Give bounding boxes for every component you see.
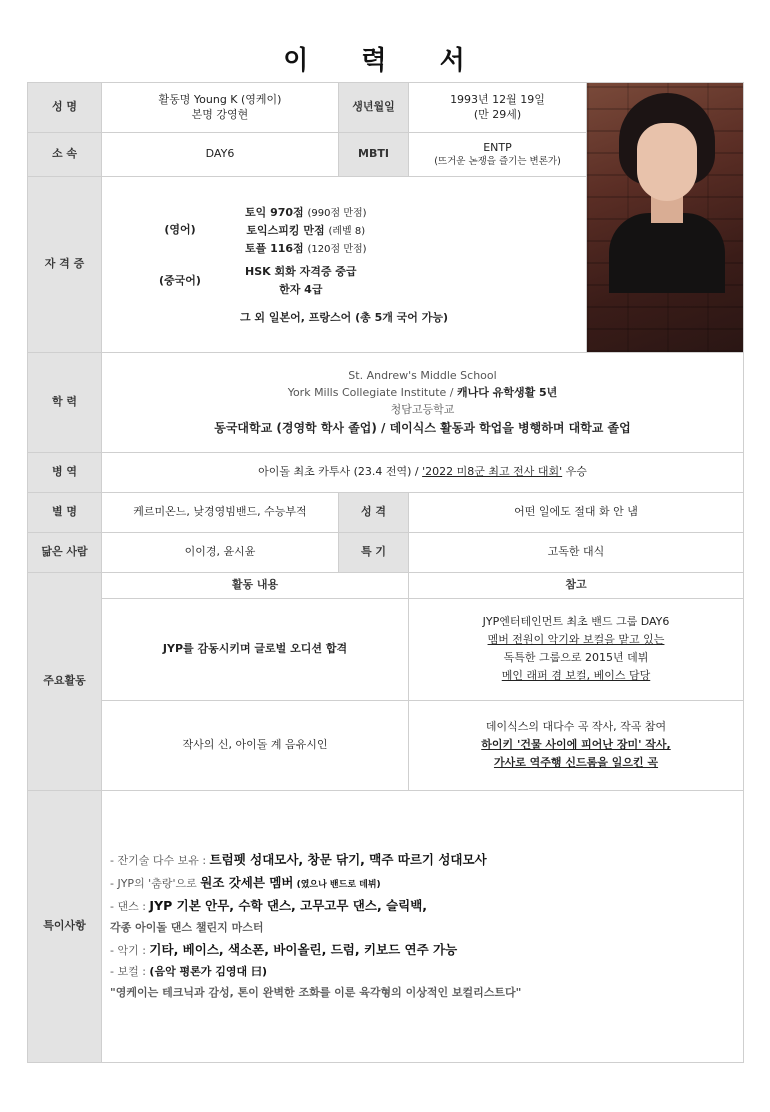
name-value [102,83,339,133]
nickname-value: 케르미온느, 낮경영빔밴드, 수능부적 [102,493,339,533]
education-cell [102,353,744,453]
activity-content: JYP를 감동시키며 글로벌 오디션 합격 [102,599,409,701]
personality-label: 성 격 [339,493,409,533]
cert-item: 토익 970점 (990점 만점) [245,206,367,220]
birth-value [409,83,587,133]
activity-ref: JYP엔터테인먼트 최초 밴드 그룹 DAY6 멤버 전원이 악기와 보컬을 맡고 있는 독특한 그룹으로 2015년 데뷔 메인 래퍼 겸 보컬, 베이스 담당 [409,599,744,701]
real-name: 본명 강영현 [191,107,249,121]
page-title: 이 력 서 [283,46,487,76]
lookalike-value: 이이경, 윤시윤 [102,533,339,573]
cert-item: HSK 회화 자격증 중급 [245,265,357,278]
activities-col-content: 활동 내용 [102,573,409,599]
birth-date: 1993년 12월 19일 [450,92,545,106]
activities-col-ref: 참고 [409,573,744,599]
middle-school: St. Andrew's Middle School [348,369,497,383]
certs-label: 자 격 증 [28,177,102,353]
nickname-label: 별 명 [28,493,102,533]
cert-item: 토플 116점 (120점 만점) [245,242,367,256]
profile-photo [587,83,744,353]
mbti-type: ENTP [483,140,512,154]
birth-age: (만 29세) [473,107,522,121]
english-label: (영어) [164,223,196,237]
activity-ref: 데이식스의 대다수 곡 작사, 작곡 참여 하이키 '건물 사이에 피어난 장미' 작사, 가사로 역주행 신드롬을 일으킨 곡 [409,701,744,791]
military-label: 병 역 [28,453,102,493]
certs-cell [102,177,587,353]
military-value: 아이돌 최초 카투사 (23.4 전역) / '2022 미8군 최고 전사 대회' 우승 [102,453,744,493]
lookalike-label: 닮은 사람 [28,533,102,573]
mbti-label: MBTI [339,133,409,177]
chinese-label: (중국어) [159,274,201,287]
note-line: 각종 아이돌 댄스 챌린지 마스터 [110,921,264,935]
birth-label: 생년월일 [339,83,409,133]
personality-value: 어떤 일에도 절대 화 안 냄 [409,493,744,533]
university: 동국대학교 (경영학 학사 졸업) / 데이식스 활동과 학업을 병행하며 대학교 졸업 [214,420,631,435]
cert-item: 토익스피킹 만점 (레벨 8) [246,224,366,238]
specialty-label: 특 기 [339,533,409,573]
notes-cell [102,791,744,1063]
specialty-value: 고독한 대식 [409,533,744,573]
chinese-certs [105,262,583,301]
activities-label: 주요활동 [28,573,102,791]
activity-content: 작사의 신, 아이돌 계 음유시인 [102,701,409,791]
cert-item: 한자 4급 [279,282,323,296]
note-line: - 보컬 : (음악 평론가 김영대 曰) [110,964,267,978]
agency-value: DAY6 [102,133,339,177]
resume-table [27,82,744,1063]
note-line: - JYP의 '춤랑'으로 원조 갓세븐 멤버 (였으나 밴드로 데뷔) [110,875,381,891]
note-line: - 잔기술 다수 보유 : 트럼펫 성대모사, 창문 닦기, 맥주 따르기 성대모사 [110,852,487,868]
agency-label: 소 속 [28,133,102,177]
note-line: - 댄스 : JYP 기본 안무, 수학 댄스, 고무고무 댄스, 슬릭백, [110,898,428,914]
stage-name: 활동명 Young K (영케이) [158,92,282,106]
high-school-korea: 청담고등학교 [390,402,455,416]
education-label: 학 력 [28,353,102,453]
english-certs [105,203,583,260]
vocal-quote: "영케이는 테크닉과 감성, 톤이 완벽한 조화를 이룬 육각형의 이상적인 보컬리스트다" [110,985,522,999]
mbti-desc: (뜨거운 논쟁을 즐기는 변론가) [434,155,561,167]
name-label: 성 명 [28,83,102,133]
high-school-canada: York Mills Collegiate Institute / 캐나다 유학생활 5년 [287,385,558,399]
note-line: - 악기 : 기타, 베이스, 색소폰, 바이올린, 드럼, 키보드 연주 가능 [110,941,458,957]
notes-label: 특이사항 [28,791,102,1063]
mbti-value [409,133,587,177]
portrait-image [587,83,743,352]
other-languages: 그 외 일본어, 프랑스어 (총 5개 국어 가능) [239,310,449,324]
